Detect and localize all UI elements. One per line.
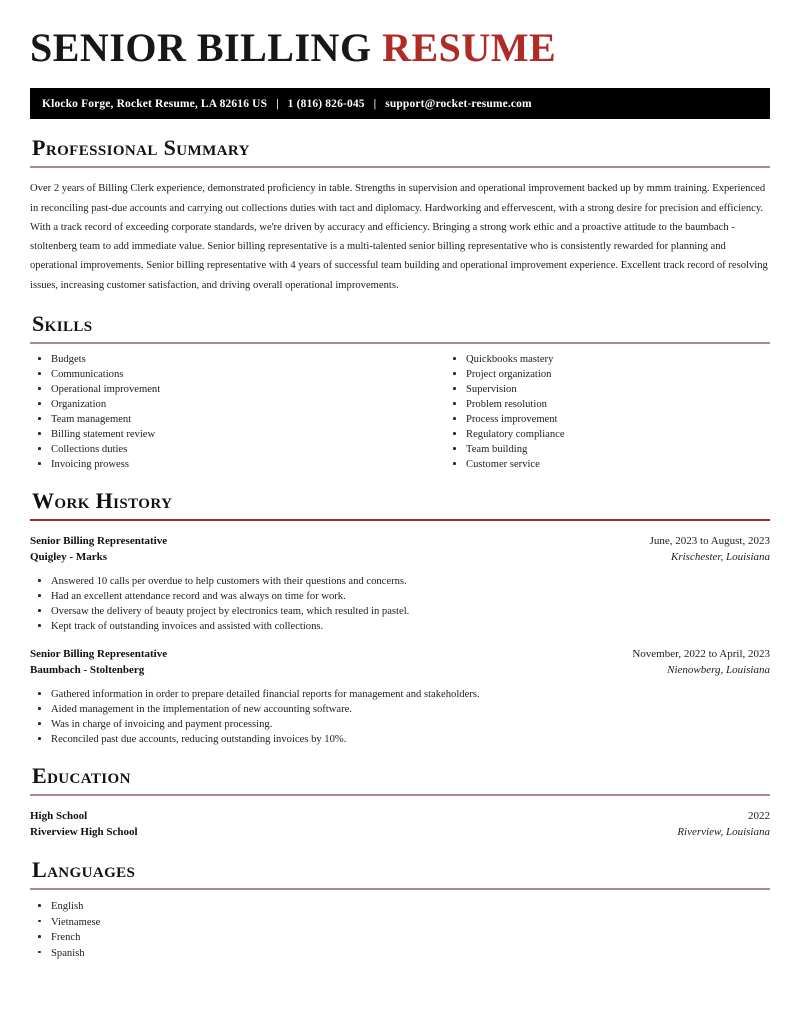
list-item: Billing statement review — [30, 427, 400, 442]
section-divider-languages — [30, 888, 770, 890]
section-languages — [30, 858, 770, 961]
entry-org-row — [30, 663, 770, 679]
page-title — [30, 26, 770, 69]
education-degree-row — [30, 809, 770, 825]
contact-address: Klocko Forge, Rocket Resume, LA 82616 US — [42, 97, 268, 110]
list-item: Project organization — [445, 367, 770, 382]
list-item: Invoicing prowess — [30, 457, 400, 472]
list-item: Had an excellent attendance record and was always on time for work. — [30, 589, 770, 604]
list-item: Answered 10 calls per overdue to help customers with their questions and concerns. — [30, 574, 770, 589]
skills-column-right — [400, 352, 770, 472]
education-entries — [30, 809, 770, 841]
section-divider-work-history — [30, 519, 770, 521]
education-entry — [30, 809, 770, 841]
contact-bar — [30, 88, 770, 119]
list-item: Communications — [30, 367, 400, 382]
list-item: Organization — [30, 397, 400, 412]
list-item: Was in charge of invoicing and payment processing. — [30, 717, 770, 732]
list-item: Reconciled past due accounts, reducing outstanding invoices by 10%. — [30, 732, 770, 747]
list-item: Gathered information in order to prepare detailed financial reports for management and stakeholders. — [30, 687, 770, 702]
education-degree: High School — [30, 810, 88, 823]
job-title: Senior Billing Representative — [30, 648, 168, 661]
page-title-accent: RESUME — [382, 25, 557, 70]
list-item: Quickbooks mastery — [445, 352, 770, 367]
job-dates: June, 2023 to August, 2023 — [649, 535, 770, 548]
list-item: Kept track of outstanding invoices and assisted with collections. — [30, 619, 770, 634]
page-title-primary: SENIOR BILLING — [30, 25, 372, 70]
section-divider-summary — [30, 166, 770, 168]
list-item: Collections duties — [30, 442, 400, 457]
section-heading-skills: Skills — [32, 310, 93, 336]
skills-column-left — [30, 352, 400, 472]
list-item: Problem resolution — [445, 397, 770, 412]
job-location: Nienowberg, Louisiana — [667, 664, 770, 677]
job-organization: Quigley - Marks — [30, 551, 107, 564]
skills-list-right — [445, 352, 770, 472]
job-location: Krischester, Louisiana — [670, 551, 770, 564]
section-skills — [30, 312, 770, 472]
section-heading-education: Education — [32, 763, 131, 789]
list-item: Team building — [445, 442, 770, 457]
job-dates: November, 2022 to April, 2023 — [632, 648, 770, 661]
section-divider-skills — [30, 342, 770, 344]
work-history-entry — [30, 647, 770, 747]
work-history-entries — [30, 534, 770, 747]
contact-separator-2: | — [373, 97, 377, 110]
education-school: Riverview High School — [30, 826, 138, 839]
entry-title-row — [30, 647, 770, 663]
summary-text: Over 2 years of Billing Clerk experience, demonstrated proficiency in table. Strengths in supervision and operational improvement backed up by mmm training. Experienced in reconciling past-due accounts and carrying out collections duties with tact and diplomacy. Hardworking and effervescent, with a strong desire for precision and efficiency. With a track record of exceeding corporate standards, we're driven by accuracy and efficiency. Bringing a strong work ethic and a proactive attitude to the baumbach - stoltenberg team to add immediate value. Senior billing representative is a multi-talented senior billing representative who is consistently rewarded for planning and operational improvements. Senior billing representative with 4 years of successful team building and operational improvement experience. Excellent track record of resolving issues, increasing customer satisfaction, and driving overall operational improvements. — [30, 183, 768, 291]
job-title: Senior Billing Representative — [30, 535, 168, 548]
education-school-row — [30, 825, 770, 841]
languages-list — [30, 899, 770, 961]
skills-columns — [30, 352, 770, 472]
list-item: Operational improvement — [30, 382, 400, 397]
job-organization: Baumbach - Stoltenberg — [30, 664, 145, 677]
contact-separator-1: | — [276, 97, 279, 110]
list-item: Supervision — [445, 382, 770, 397]
contact-email[interactable]: support@rocket-resume.com — [385, 97, 532, 110]
job-duties-list — [30, 574, 770, 634]
job-duties-list — [30, 687, 770, 747]
list-item: Budgets — [30, 352, 400, 367]
list-item: Oversaw the delivery of beauty project by electronics team, which resulted in pastel. — [30, 604, 770, 619]
list-item: Team management — [30, 412, 400, 427]
education-year: 2022 — [748, 810, 770, 823]
contact-phone[interactable]: 1 (816) 826-045 — [287, 97, 365, 110]
section-divider-education — [30, 794, 770, 796]
list-item: Regulatory compliance — [445, 427, 770, 442]
entry-title-row — [30, 534, 770, 550]
list-item: Aided management in the implementation of new accounting software. — [30, 702, 770, 717]
section-heading-summary: Professional Summary — [32, 135, 250, 161]
section-heading-languages: Languages — [32, 857, 136, 883]
section-professional-summary — [30, 136, 770, 295]
entry-org-row — [30, 550, 770, 566]
list-item: Vietnamese — [30, 915, 770, 931]
list-item: Process improvement — [445, 412, 770, 427]
list-item: Spanish — [30, 946, 770, 962]
education-location: Riverview, Louisiana — [677, 826, 770, 839]
work-history-entry — [30, 534, 770, 634]
skills-list-left — [30, 352, 400, 472]
list-item: English — [30, 899, 770, 915]
section-education — [30, 764, 770, 841]
list-item: French — [30, 930, 770, 946]
section-work-history — [30, 489, 770, 747]
section-heading-work-history: Work History — [32, 488, 173, 514]
list-item: Customer service — [445, 457, 770, 472]
